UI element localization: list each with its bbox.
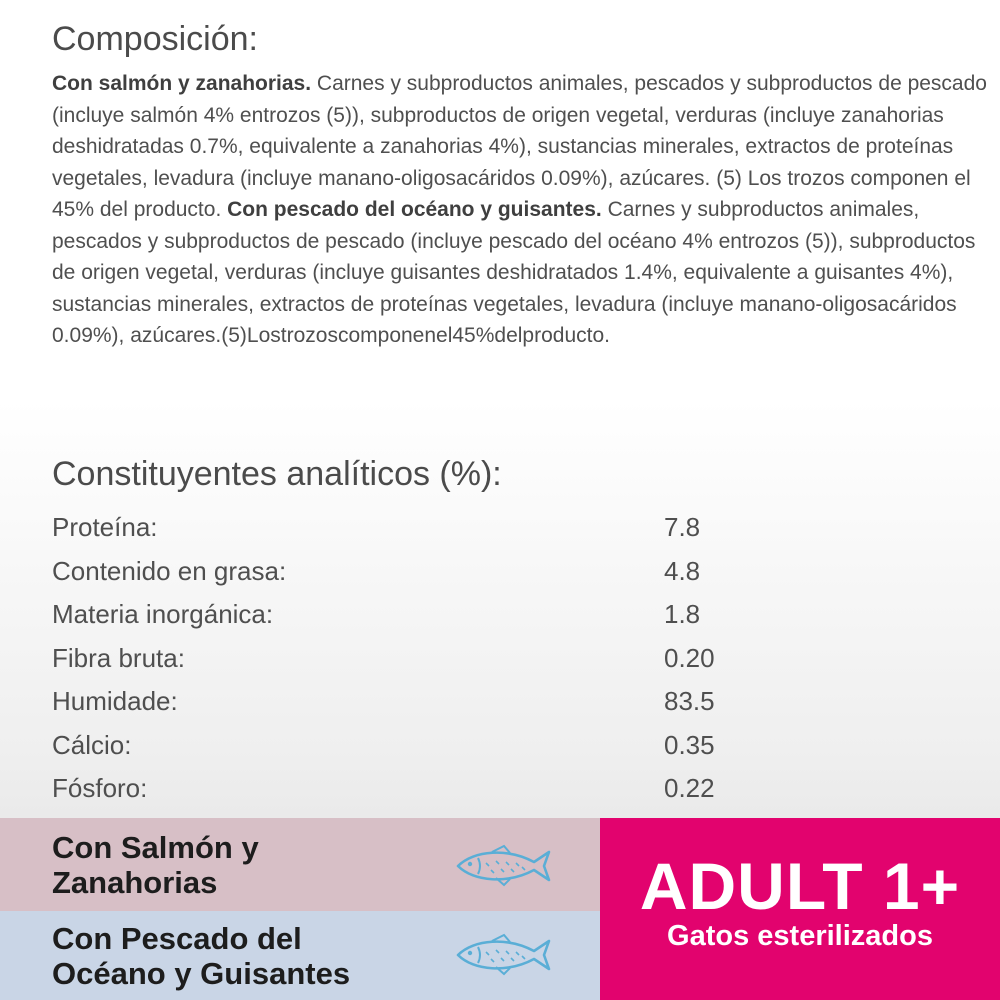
fish-icon — [452, 844, 552, 888]
analytical-label: Fibra bruta: — [52, 642, 185, 673]
composition-text — [52, 68, 992, 352]
ocean-variant-band — [0, 911, 600, 1000]
analytical-heading: Constituyentes analíticos (%): — [52, 455, 502, 493]
badge-title: ADULT 1+ — [639, 849, 961, 923]
analytical-row — [52, 506, 752, 550]
analytical-value: 83.5 — [664, 686, 715, 716]
analytical-table — [52, 506, 752, 811]
analytical-value: 0.35 — [664, 729, 715, 760]
analytical-label: Cálcio: — [52, 729, 132, 760]
analytical-label: Materia inorgánica: — [52, 599, 274, 629]
analytical-label: Contenido en grasa: — [52, 555, 287, 586]
analytical-row — [52, 593, 752, 637]
salmon-variant-band — [0, 818, 600, 911]
analytical-value: 4.8 — [664, 555, 701, 586]
composition-heading: Composición: — [52, 20, 258, 58]
analytical-row — [52, 724, 752, 768]
analytical-label: Fósforo: — [52, 773, 148, 803]
ocean-variant-title: Con pescado del océano y guisantes. — [227, 198, 602, 221]
analytical-row — [52, 680, 752, 724]
age-badge — [600, 818, 1000, 1000]
analytical-value: 0.20 — [664, 642, 715, 673]
ocean-variant-name: Con Pescado del Océano y Guisantes — [52, 921, 351, 991]
analytical-value: 1.8 — [664, 599, 701, 629]
analytical-value: 7.8 — [664, 512, 701, 542]
analytical-label: Humidade: — [52, 686, 178, 716]
badge-subtitle: Gatos esterilizados — [667, 920, 933, 952]
analytical-row — [52, 550, 752, 594]
salmon-variant-name: Con Salmón y Zanahorias — [52, 830, 259, 900]
analytical-row — [52, 767, 752, 811]
analytical-row — [52, 637, 752, 681]
salmon-ingredients: Carnes y subproductos animales, pescados y subproductos de pescado (incluye salmón 4% entrozos (5)), subproductos de origen vegetal, verduras (incluye zanahorias deshidratadas 0.7%, equivalente a zanahorias 4%), sustancias minerales, extractos de proteínas vegetales, levadura (incluye manano-oligosacáridos 0.09%), azúcares. (5) Los trozos componen el 45% del producto. — [52, 72, 987, 221]
analytical-label: Proteína: — [52, 512, 158, 542]
fish-icon — [452, 933, 552, 977]
salmon-variant-title: Con salmón y zanahorias. — [52, 72, 312, 95]
ocean-ingredients: Carnes y subproductos animales, pescados y subproductos de pescado (incluye pescado del océano 4% entrozos (5)), subproductos de origen vegetal, verduras (incluye guisantes deshidratados 1.4%, equivalente a guisantes 4%), sustancias minerales, extractos de proteínas vegetales, levadura (incluye manano-oligosacáridos 0.09%), azúcares.(5)Lostrozoscomponenel45%delproducto. — [52, 198, 976, 347]
analytical-value: 0.22 — [664, 773, 715, 803]
